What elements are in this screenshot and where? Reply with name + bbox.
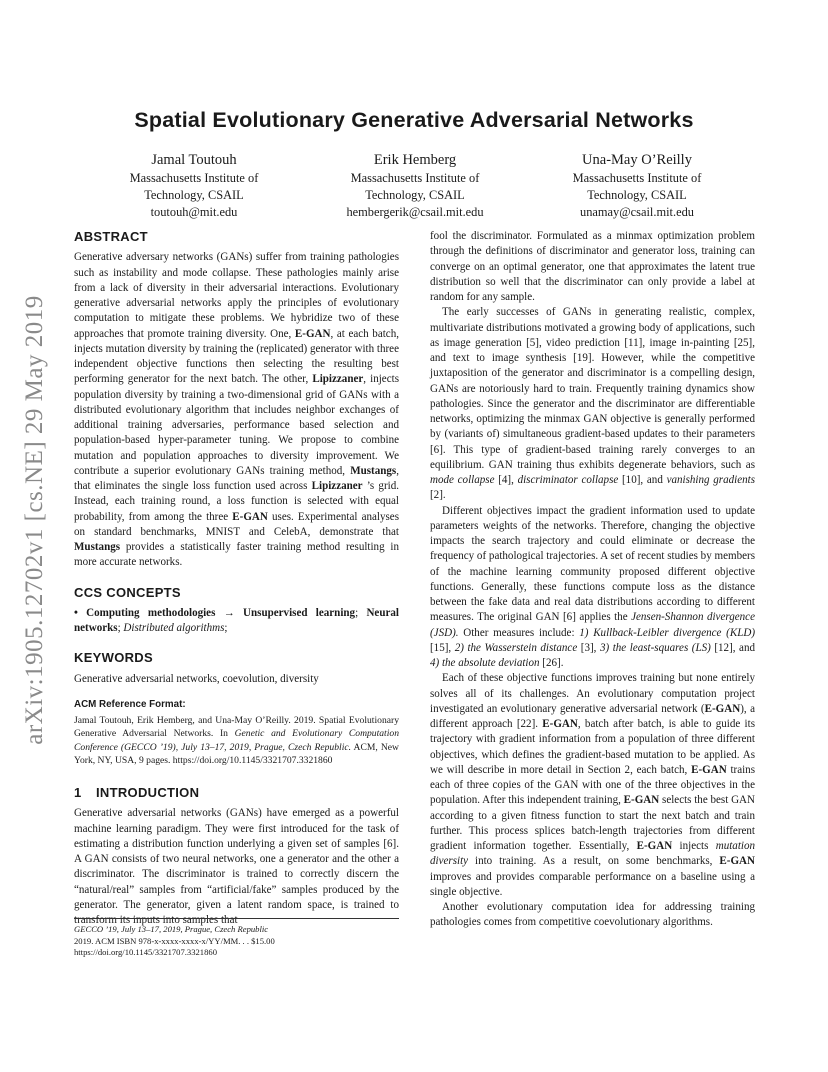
ccs-text: • Computing methodologies → Unsupervised learning; Neural networks; Distributed algorithms; xyxy=(74,606,399,634)
right-column xyxy=(430,229,755,931)
author-email: hembergerik@csail.mit.edu xyxy=(346,205,484,219)
footnote xyxy=(74,924,399,959)
author-email: toutouh@mit.edu xyxy=(150,205,238,219)
author-affiliation: Massachusetts Institute of xyxy=(572,171,702,185)
author-block xyxy=(84,150,304,221)
footnote-rule xyxy=(74,918,399,919)
left-column xyxy=(74,229,399,928)
abstract-text: Generative adversary networks (GANs) suffer from training pathologies such as instability and mode collapse. These pathologies mainly arise from a lack of diversity in their adversarial interactions. Evolutionary generative adversarial networks apply the principles of evolutionary computation to mitigate these problems. We hybridize two of these approaches that promote training diversity. One, E-GAN, at each batch, injects mutation diversity by training the (replicated) generator with three independent objective functions then selecting the resulting best performing generator for the next batch. The other, Lipizzaner, injects population diversity by training a two-dimensional grid of GANs with a distributed evolutionary algorithm that includes neighbor exchanges of additional training adversaries, performance based selection and population-based hyper-parameter tuning. We propose to combine mutation and population approaches to diversity improvement. We contribute a superior evolutionary GANs training method, Mustangs, that eliminates the single loss function used across Lipizzaner ’s grid. Instead, each training round, a loss function is selected with equal probability, from among the three E-GAN uses. Experimental analyses on standard benchmarks, MNIST and CelebA, demonstrate that Mustangs provides a statistically faster training method resulting in more accurate networks. xyxy=(74,251,399,569)
paper-title: Spatial Evolutionary Generative Adversarial Networks xyxy=(134,108,694,132)
author-affiliation: Technology, CSAIL xyxy=(587,188,687,202)
arxiv-stamp xyxy=(20,280,50,760)
author-name: Jamal Toutouh xyxy=(151,152,237,168)
author-block xyxy=(527,150,747,221)
author-affiliation: Technology, CSAIL xyxy=(144,188,244,202)
author-email: unamay@csail.mit.edu xyxy=(580,205,694,219)
body-paragraph: Different objectives impact the gradient information used to update parameters weights of the networks. Therefore, changing the objective impacts the search trajectory and could eliminate or decrease the frequency of pathological trajectories. A set of recent studies by members of the machine learning community proposed different objective functions. Generally, these functions compute loss as the distance between the fake data and real data distributions according to different measures. The original GAN [6] applies the Jensen-Shannon divergence (JSD). Other measures include: 1) Kullback-Leibler divergence (KLD) [15], 2) the Wasserstein distance [3], 3) the least-squares (LS) [12], and 4) the absolute deviation [26]. xyxy=(430,504,756,669)
author-affiliation: Technology, CSAIL xyxy=(365,188,465,202)
author-name: Una-May O’Reilly xyxy=(582,152,692,168)
body-paragraph: The early successes of GANs in generating realistic, complex, multivariate distributions motivated a growing body of applications, such as image generation [5], video prediction [11], image in-painting [25], and text to image synthesis [19]. However, while the competitive juxtaposition of the generator and discriminator is a compelling design, GANs are notoriously hard to train. Frequently training dynamics show pathologies. Since the generator and the discriminator are differentiable networks, optimizing the minmax GAN objective is generally performed by (variants of) simultaneous gradient-based updates to their parameters [6]. This type of gradient-based training rarely converges to an equilibrium. GAN training thus exhibits degenerate behaviors, such as mode collapse [4], discriminator collapse [10], and vanishing gradients [2]. xyxy=(430,306,755,502)
introduction-paragraph: Generative adversarial networks (GANs) have emerged as a powerful machine learning paradigm. They were first introduced for the task of estimating a distribution function underlying a given set of samples [6]. A GAN consists of two neural networks, one a generator and the other a discriminator. The discriminator is trained to correctly discern the “natural/real” samples from “artificial/fake” samples produced by the generator. The generator, given a latent random space, is trained to transform its inputs into samples that xyxy=(74,807,399,927)
footnote-conference: GECCO ’19, July 13–17, 2019, Prague, Czech Republic xyxy=(74,924,269,934)
ccs-heading: CCS CONCEPTS xyxy=(74,584,181,600)
author-block xyxy=(305,150,525,221)
footnote-doi: https://doi.org/10.1145/3321707.3321860 xyxy=(74,947,217,958)
footnote-isbn: 2019. ACM ISBN 978-x-xxxx-xxxx-x/YY/MM. . . $15.00 xyxy=(74,935,275,946)
author-affiliation: Massachusetts Institute of xyxy=(129,171,259,185)
arxiv-id: arXiv:1905.12702v1 [cs.NE] 29 May 2019 xyxy=(21,295,48,745)
abstract-heading: ABSTRACT xyxy=(74,229,148,244)
body-paragraph: Another evolutionary computation idea for addressing training pathologies comes from competitive coevolutionary algorithms. xyxy=(430,901,755,929)
reference-format-text: Jamal Toutouh, Erik Hemberg, and Una-May O’Reilly. 2019. Spatial Evolutionary Generative Adversarial Networks. In Genetic and Evolutionary Computation Conference (GECCO ’19), July 13–17, 2019, Prague, Czech Republic. ACM, New York, NY, USA, 9 pages. https://doi.org/10.1145/3321707.3321860 xyxy=(74,715,399,766)
introduction-heading: 1 INTRODUCTION xyxy=(74,785,200,801)
reference-format-heading: ACM Reference Format: xyxy=(74,698,186,710)
keywords-heading: KEYWORDS xyxy=(74,650,153,666)
author-name: Erik Hemberg xyxy=(373,152,457,168)
author-affiliation: Massachusetts Institute of xyxy=(350,171,480,185)
body-paragraph: fool the discriminator. Formulated as a minmax optimization problem through the definitions of discriminator and generator loss, training can converge on an optimal generator, one that approximates the latent true distribution so well that the discriminator can only provide a label at random for any sample. xyxy=(430,230,755,303)
body-paragraph: Each of these objective functions improves training but none entirely solves all of its challenges. An evolutionary computation project investigated an evolutionary generative adversarial network (E-GAN), a different approach [22]. E-GAN, batch after batch, is able to guide its trajectory with gradient information from a population of three different objectives, which defines the gradient-based mutation to be applied. As we will describe in more detail in Section 2, each batch, E-GAN trains each of three copies of the GAN with one of the three objectives in the population. After this independent training, E-GAN selects the best GAN according to a given fitness function to start the next batch and train further. This process splices batch-length trajectories from different gradient information together. Essentially, E-GAN injects mutation diversity into training. As a result, on some benchmarks, E-GAN improves and provides comparable performance on a baseline using a single objective. xyxy=(430,672,756,898)
keywords-text: Generative adversarial networks, coevolution, diversity xyxy=(74,672,319,685)
